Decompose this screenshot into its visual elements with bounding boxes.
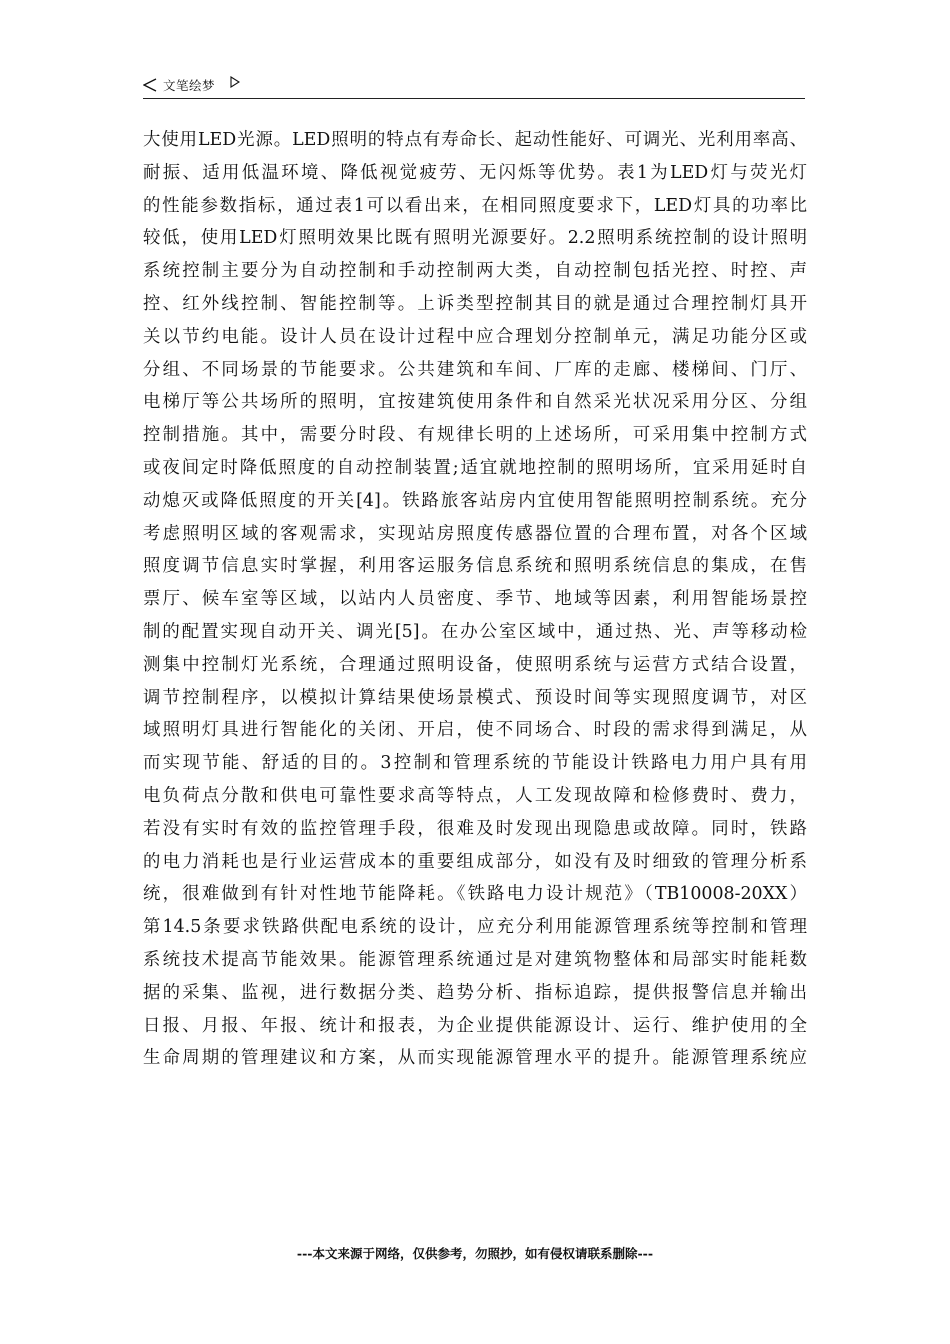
text-line: 或夜间定时降低照度的自动控制装置;适宜就地控制的照明场所，宜采用延时自 [143,457,807,478]
text-line: 电梯厅等公共场所的照明，宜按建筑使用条件和自然采光状况采用分区、分组 [143,392,807,413]
text-line: 制的配置实现自动开关、调光[5]。在办公室区域中，通过热、光、声等移动检 [143,621,807,642]
text-line: 系统技术提高节能效果。能源管理系统通过是对建筑物整体和局部实时能耗数 [143,949,807,970]
text-line: 而实现节能、舒适的目的。3控制和管理系统的节能设计铁路电力用户具有用 [143,753,807,774]
page-header [143,74,805,99]
text-line: 域照明灯具进行智能化的关闭、开启，使不同场合、时段的需求得到满足，从 [143,720,807,741]
text-line: 据的采集、监视，进行数据分类、趋势分析、指标追踪，提供报警信息并输出 [143,982,807,1003]
text-line: 耐振、适用低温环境、降低视觉疲劳、无闪烁等优势。表1为LED灯与荧光灯 [143,162,807,183]
text-line: 大使用LED光源。LED照明的特点有寿命长、起动性能好、可调光、光利用率高、 [143,130,807,150]
text-line: 控、红外线控制、智能控制等。上诉类型控制其目的就是通过合理控制灯具开 [143,293,807,314]
text-line: 第14.5条要求铁路供配电系统的设计，应充分利用能源管理系统等控制和管理 [143,917,807,938]
text-line: 电负荷点分散和供电可靠性要求高等特点，人工发现故障和检修费时、费力， [143,785,807,806]
text-line: 控制措施。其中，需要分时段、有规律长明的上述场所，可采用集中控制方式 [143,425,807,446]
text-line: 动熄灭或降低照度的开关[4]。铁路旅客站房内宜使用智能照明控制系统。充分 [143,490,807,511]
text-line: 生命周期的管理建议和方案，从而实现能源管理水平的提升。能源管理系统应 [143,1048,807,1069]
text-line: 分组、不同场景的节能要求。公共建筑和车间、厂库的走廊、楼梯间、门厅、 [143,359,807,380]
text-line: 系统控制主要分为自动控制和手动控制两大类，自动控制包括光控、时控、声 [143,261,807,282]
text-line: 统，很难做到有针对性地节能降耗。《铁路电力设计规范》（TB10008-20XX） [143,884,807,905]
text-line: 照度调节信息实时掌握，利用客运服务信息系统和照明系统信息的集成，在售 [143,556,807,577]
body-text [143,124,807,1075]
triangle-right-icon [230,76,240,88]
text-line: 的性能参数指标，通过表1可以看出来，在相同照度要求下，LED灯具的功率比 [143,195,807,216]
text-line: 调节控制程序，以模拟计算结果使场景模式、预设时间等实现照度调节，对区 [143,687,807,708]
text-line: 日报、月报、年报、统计和报表，为企业提供能源设计、运行、维护使用的全 [143,1015,807,1036]
text-line: 票厅、候车室等区域，以站内人员密度、季节、地域等因素，利用智能场景控 [143,589,807,610]
text-line: 测集中控制灯光系统，合理通过照明设备，使照明系统与运营方式结合设置， [143,654,807,675]
text-line: 关以节约电能。设计人员在设计过程中应合理划分控制单元，满足功能分区或 [143,326,807,347]
text-line: 若没有实时有效的监控管理手段，很难及时发现出现隐患或故障。同时，铁路 [143,818,807,839]
text-line: 考虑照明区域的客观需求，实现站房照度传感器位置的合理布置，对各个区域 [143,523,807,544]
header-title: 文笔绘梦 [163,78,216,93]
footer-disclaimer: ---本文来源于网络，仅供参考，勿照抄，如有侵权请联系删除--- [296,1246,654,1261]
text-line: 较低，使用LED灯照明效果比既有照明光源要好。2.2照明系统控制的设计照明 [143,228,807,249]
triangle-left-icon [143,78,157,92]
text-line: 的电力消耗也是行业运营成本的重要组成部分，如没有及时细致的管理分析系 [143,851,807,872]
